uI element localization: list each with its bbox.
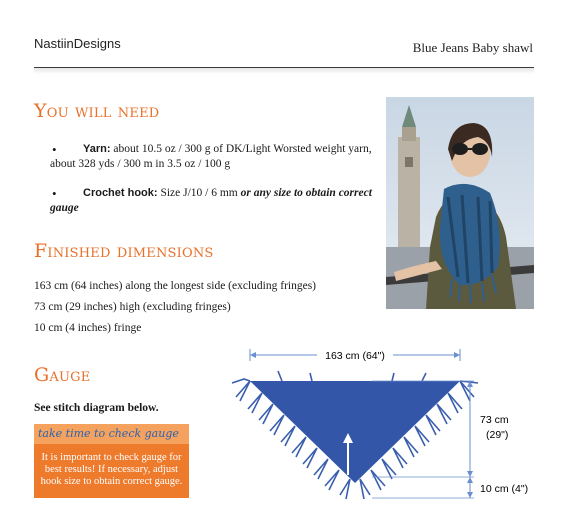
shawl-diagram — [222, 335, 552, 505]
hook-text: Size J/10 / 6 mm — [157, 187, 241, 199]
arrow-left-icon — [250, 352, 256, 358]
dimension-line-1: 163 cm (64 inches) along the longest side (excluding fringes) — [34, 280, 316, 292]
gauge-callout — [34, 424, 189, 498]
gauge-callout-body: It is important to check gauge for best results! If necessary, adjust hook size to obtain correct gauge. — [40, 452, 183, 487]
yarn-text: about 10.5 oz / 300 g of DK/Light Worsted weight yarn, about 328 yds / 300 m in 3.5 oz / 100 g — [50, 143, 372, 170]
model-photo — [386, 97, 534, 309]
you-will-need-heading: You will need — [34, 100, 160, 122]
header-rule-shadow — [34, 68, 534, 74]
height-label-cm: 73 cm — [480, 414, 509, 426]
yarn-item — [36, 142, 376, 172]
shawl-triangle — [250, 381, 460, 483]
finished-dimensions-heading: Finished dimensions — [34, 240, 214, 262]
width-label: 163 cm (64") — [325, 350, 385, 362]
bullet-icon: • — [52, 142, 57, 157]
hook-label: Crochet hook: — [83, 187, 158, 199]
yarn-label: Yarn: — [83, 143, 111, 155]
arrow-down-icon — [467, 471, 473, 477]
dimension-line-3: 10 cm (4 inches) fringe — [34, 322, 142, 334]
hook-item — [36, 186, 376, 216]
materials-list — [36, 142, 376, 216]
gauge-heading: Gauge — [34, 364, 91, 386]
dimension-line-2: 73 cm (29 inches) high (excluding fringes) — [34, 301, 231, 313]
see-diagram-text: See stitch diagram below. — [34, 402, 159, 414]
fringe-label: 10 cm (4") — [480, 483, 529, 495]
gauge-callout-header — [34, 424, 189, 444]
bullet-icon: • — [52, 186, 57, 201]
document-title: Blue Jeans Baby shawl — [412, 40, 533, 55]
height-label-in: (29") — [486, 429, 509, 441]
arrow-right-icon — [454, 352, 460, 358]
brand-name: NastiinDesigns — [34, 36, 121, 51]
hook-emphasis: or any size to obtain correct gauge — [50, 187, 372, 214]
gauge-callout-title: take time to check gauge — [38, 427, 179, 440]
